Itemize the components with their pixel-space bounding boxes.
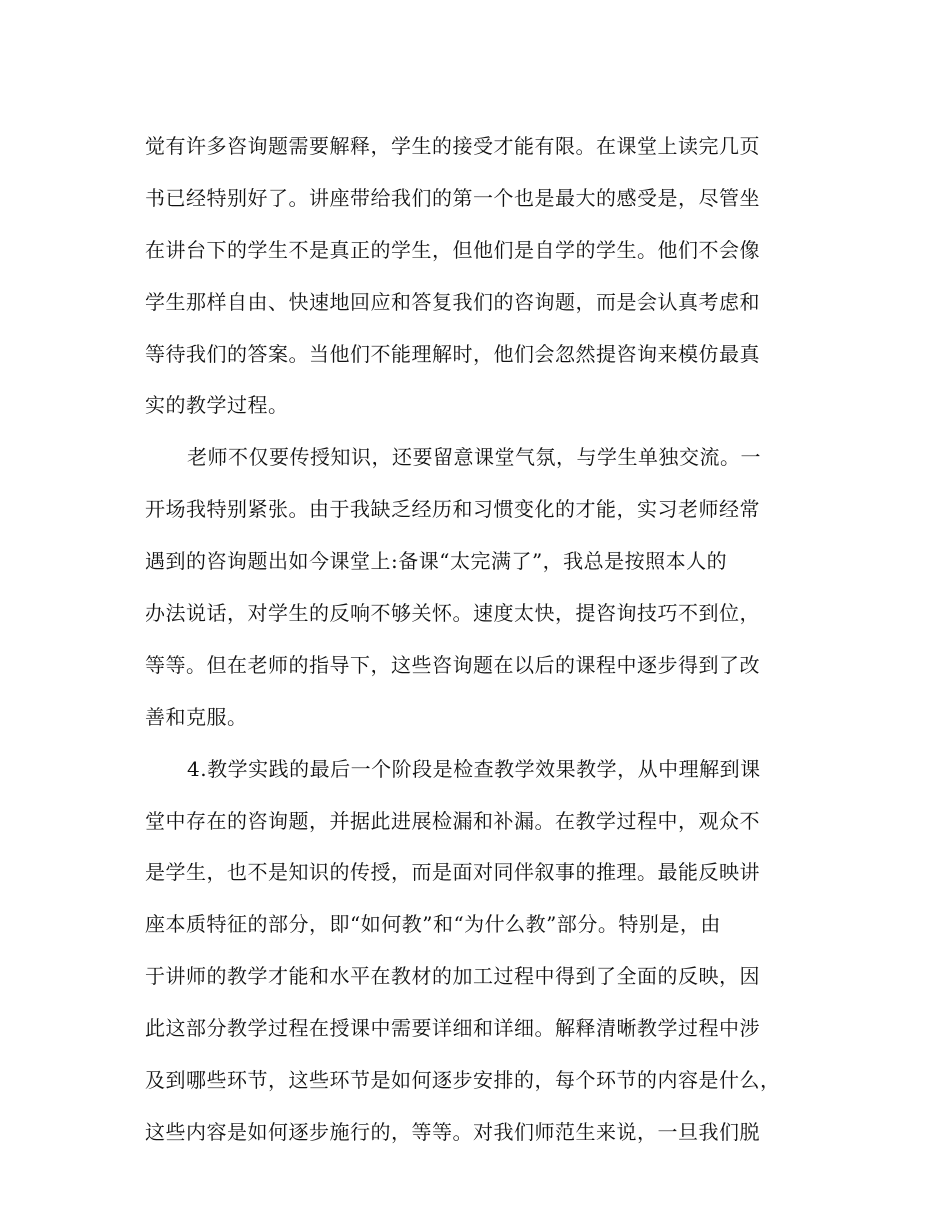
text-line: 遇到的咨询题出如今课堂上:备课“太完满了”，我总是按照本人的	[145, 549, 728, 574]
paragraph-2	[145, 442, 805, 732]
text-line: 在讲台下的学生不是真正的学生，但他们是自学的学生。他们不会像	[145, 237, 760, 262]
text-line: 书已经特别好了。讲座带给我们的第一个也是最大的感受是，尽管坐	[145, 185, 760, 210]
text-line: 等待我们的答案。当他们不能理解时，他们会忽然提咨询来模仿最真	[145, 341, 760, 366]
text-line: 善和克服。	[145, 704, 248, 729]
paragraph-3	[145, 754, 805, 1148]
text-line: 及到哪些环节，这些环节是如何逐步安排的，每个环节的内容是什么，	[145, 1068, 781, 1093]
text-line: 办法说话，对学生的反响不够关怀。速度太快，提咨询技巧不到位，	[145, 601, 760, 626]
text-line: 开场我特别紧张。由于我缺乏经历和习惯变化的才能，实习老师经常	[145, 497, 760, 522]
text-line: 堂中存在的咨询题，并据此进展检漏和补漏。在教学过程中，观众不	[145, 808, 760, 833]
text-line: 老师不仅要传授知识，还要留意课堂气氛，与学生单独交流。一	[187, 445, 761, 470]
text-line: 座本质特征的部分，即“如何教”和“为什么教”部分。特别是，由	[145, 912, 721, 937]
text-line: 实的教学过程。	[145, 393, 289, 418]
text-line: 等等。但在老师的指导下，这些咨询题在以后的课程中逐步得到了改	[145, 652, 760, 677]
text-line: 4.教学实践的最后一个阶段是检查教学效果教学，从中理解到课	[187, 756, 761, 781]
text-line: 这些内容是如何逐步施行的，等等。对我们师范生来说，一旦我们脱	[145, 1119, 760, 1144]
document-body	[145, 131, 805, 1169]
text-line: 觉有许多咨询题需要解释，学生的接受才能有限。在课堂上读完几页	[145, 134, 760, 158]
paragraph-1	[145, 131, 805, 421]
text-line: 此这部分教学过程在授课中需要详细和详细。解释清晰教学过程中涉	[145, 1016, 760, 1041]
text-line: 学生那样自由、快速地回应和答复我们的咨询题，而是会认真考虑和	[145, 289, 760, 314]
text-line: 是学生，也不是知识的传授，而是面对同伴叙事的推理。最能反映讲	[145, 860, 760, 885]
text-line: 于讲师的教学才能和水平在教材的加工过程中得到了全面的反映，因	[145, 964, 760, 989]
